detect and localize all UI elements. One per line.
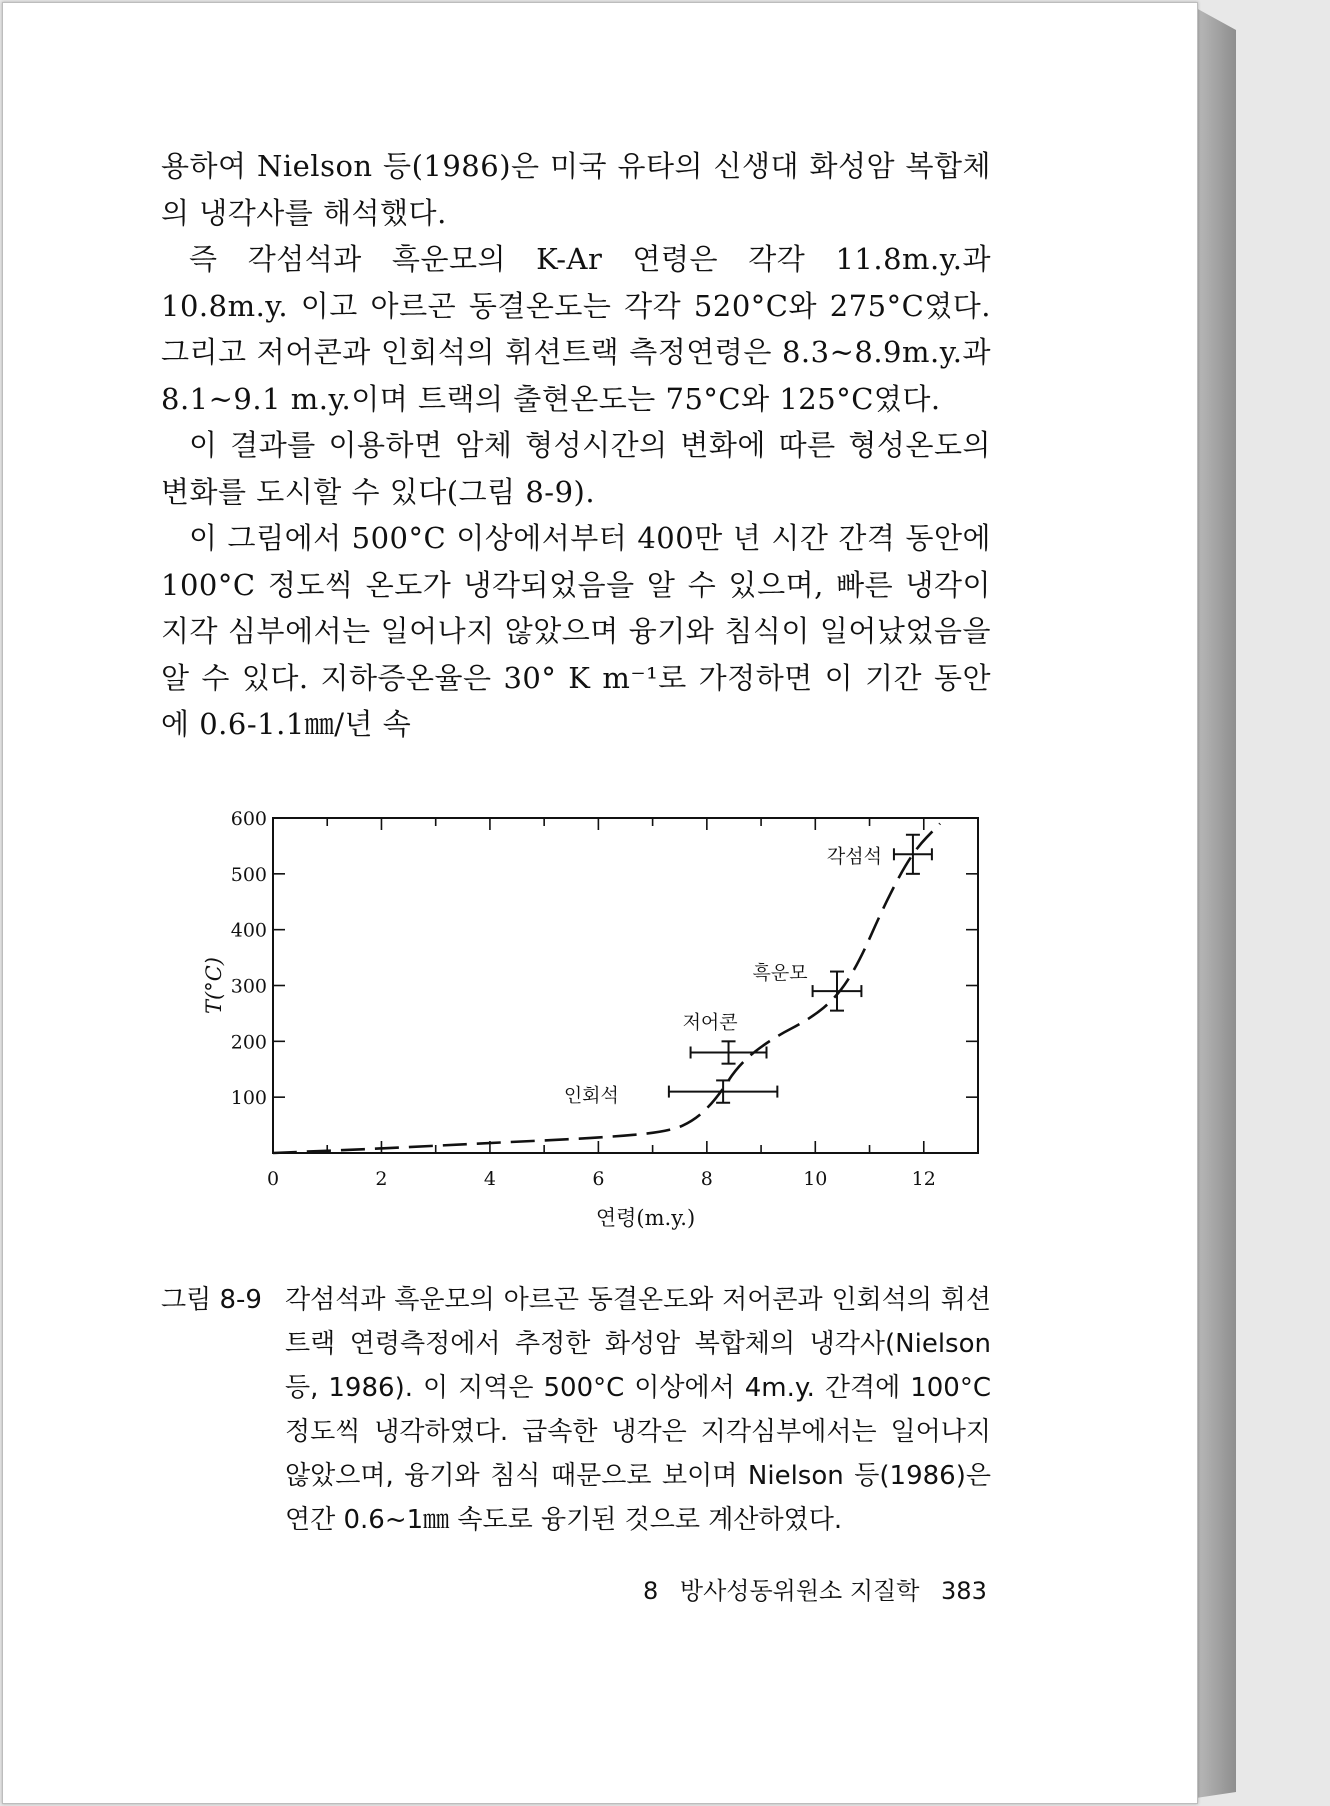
data-point-인회석 (564, 1080, 778, 1106)
cooling-history-figure (188, 798, 1008, 1258)
book-page (2, 2, 1198, 1804)
book-page-edge (1196, 8, 1236, 1798)
paragraph-2: 즉 각섬석과 흑운모의 K-Ar 연령은 각각 11.8m.y.과 10.8m.y. 이고 아르곤 동결온도는 각각 520°C와 275°C였다. 그리고 저어콘과 인회석의 휘션트랙 측정연령은 8.3~8.9m.y.과 8.1~9.1 m.y.이며 트랙의 출현온도는 75°C와 125°C였다. (161, 242, 991, 416)
plot-frame (273, 818, 978, 1153)
footer-chapter: 8 (643, 1577, 659, 1605)
x-tick-label: 4 (483, 1168, 496, 1190)
paragraph-4: 이 그림에서 500°C 이상에서부터 400만 년 시간 간격 동안에 100°C 정도씩 온도가 냉각되었음을 알 수 있으며, 빠른 냉각이 지각 심부에서는 일어나지 않았으며 융기와 침식이 일어났었음을 알 수 있다. 지하증온율은 30° K m⁻¹로 가정하면 이 기간 동안에 0.6-1.1㎜/년 속 (161, 521, 991, 741)
x-tick-label: 6 (592, 1168, 605, 1190)
x-axis-label: 연령(m.y.) (595, 1206, 696, 1230)
data-point-저어콘 (683, 1012, 767, 1064)
y-tick-label: 500 (230, 863, 267, 886)
y-tick-label: 400 (230, 919, 267, 942)
footer-title: 방사성동위원소 지질학 (679, 1577, 920, 1605)
body-text (161, 143, 991, 748)
y-tick-label: 100 (230, 1087, 267, 1110)
figure-caption (161, 1278, 991, 1542)
data-point-label: 각섬석 (826, 845, 882, 868)
data-point-label: 저어콘 (682, 1011, 738, 1034)
y-tick-label: 300 (230, 975, 267, 998)
paragraph-3: 이 결과를 이용하면 암체 형성시간의 변화에 따른 형성온도의 변화를 도시할 수 있다(그림 8-9). (161, 428, 991, 509)
x-tick-label: 10 (803, 1168, 828, 1190)
paragraph-1: 용하여 Nielson 등(1986)은 미국 유타의 신생대 화성암 복합체의 냉각사를 해석했다. (161, 149, 991, 230)
data-point-각섬석 (827, 835, 932, 874)
y-tick-label: 200 (230, 1031, 267, 1054)
x-tick-label: 12 (911, 1168, 936, 1190)
x-tick-label: 8 (700, 1168, 713, 1190)
caption-label: 그림 8-9 (161, 1285, 262, 1315)
y-axis-label: T(°C) (202, 957, 226, 1014)
x-tick-label: 0 (266, 1168, 280, 1190)
data-point-label: 흑운모 (752, 962, 808, 985)
cooling-chart (188, 798, 1008, 1258)
data-point-label: 인회석 (563, 1084, 619, 1107)
y-tick-label: 600 (230, 808, 267, 830)
page-number: 383 (941, 1577, 987, 1605)
page-footer (643, 1571, 1001, 1606)
x-tick-label: 2 (375, 1168, 388, 1190)
caption-text: 각섬석과 흑운모의 아르곤 동결온도와 저어콘과 인회석의 휘션트랙 연령측정에서 추정한 화성암 복합체의 냉각사(Nielson등, 1986). 이 지역은 500°C 이상에서 4m.y. 간격에 100°C 정도씩 냉각하였다. 급속한 냉각은 지각심부에서는 일어나지 않았으며, 융기와 침식 때문으로 보이며 Nielson 등(1986)은 연간 0.6~1㎜ 속도로 융기된 것으로 계산하였다. (285, 1285, 991, 1535)
